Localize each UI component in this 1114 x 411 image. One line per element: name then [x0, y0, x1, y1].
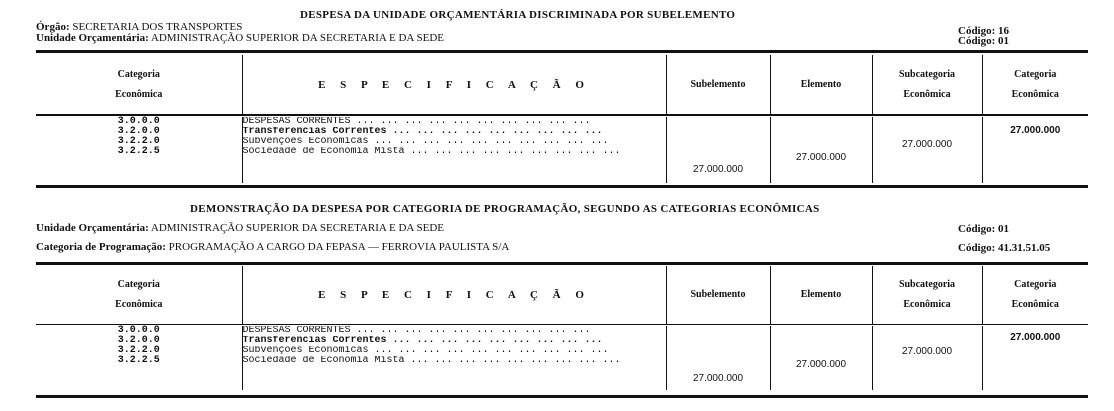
- th-cat-econ: [36, 55, 242, 115]
- doc2-title: DEMONSTRAÇÃO DA DESPESA POR CATEGORIA DE PROGRAMAÇÃO, SEGUNDO AS CATEGORIAS ECONÔMICAS: [190, 203, 820, 215]
- orgao-value: SECRETARIA DOS TRANSPORTES: [72, 21, 243, 33]
- th-cat-econ-l2: Econômica: [115, 88, 163, 100]
- code-item: 3.2.2.0: [117, 345, 160, 356]
- table2-bottom-rule: [36, 395, 1088, 398]
- code-item: 3.2.0.0: [117, 335, 160, 346]
- categoria-programacao-value: PROGRAMAÇÃO A CARGO DA FEPASA — FERROVIA PAULISTA S/A: [168, 241, 510, 253]
- th-cat-econ-l1: Categoria: [117, 278, 160, 290]
- spec-item: DESPESAS CORRENTES ... ... ... ... ... ... ... ... ... ...: [242, 326, 591, 336]
- table1-elemento-value: 27.000.000: [795, 151, 847, 163]
- code-item: 3.0.0.0: [117, 116, 160, 127]
- table2-categoria-cell: [982, 326, 1088, 390]
- unidade-label-1: Unidade Orçamentária:: [36, 32, 149, 44]
- table2-elemento-value: 27.000.000: [795, 358, 847, 370]
- spec-item: DESPESAS CORRENTES ... ... ... ... ... ... ... ... ... ...: [242, 117, 591, 127]
- table2-subcategoria-value: 27.000.000: [901, 346, 953, 357]
- table1-elemento-cell: [770, 117, 872, 183]
- th-subelemento: Subelemento: [666, 266, 770, 324]
- th-cat-econ-l2: Econômica: [115, 298, 163, 310]
- table1-subcategoria-value: 27.000.000: [901, 139, 953, 150]
- categoria-programacao-label: Categoria de Programação:: [36, 241, 166, 253]
- doc1-title: DESPESA DA UNIDADE ORÇAMENTÁRIA DISCRIMINADA POR SUBELEMENTO: [300, 9, 736, 21]
- codigo-unidade-2: Código: 01: [958, 223, 1010, 235]
- codigo-categoria: Código: 41.31.51.05: [958, 242, 1051, 254]
- th-subcat-l1: Subcategoria: [898, 68, 956, 80]
- code-item: 3.2.2.0: [117, 136, 160, 147]
- table1-codes: [36, 117, 242, 183]
- th-subelemento: Subelemento: [666, 55, 770, 115]
- th-subcat-l1: Subcategoria: [898, 278, 956, 290]
- code-item: 3.2.0.0: [117, 126, 160, 137]
- th-subcategoria: [872, 266, 982, 324]
- th-subcat-l2: Econômica: [903, 298, 951, 310]
- orgao-label: Órgão:: [36, 21, 70, 33]
- unidade-value-1: ADMINISTRAÇÃO SUPERIOR DA SECRETARIA E DA SEDE: [150, 32, 444, 44]
- codigo-unidade-1: Código: 01: [958, 35, 1010, 47]
- th-subcategoria: [872, 55, 982, 115]
- table2-specs: [242, 326, 666, 390]
- unidade-label-2: Unidade Orçamentária:: [36, 222, 149, 234]
- table1-subelemento-cell: [666, 117, 770, 183]
- th-especificacao: [242, 266, 666, 324]
- table1-specs: [242, 117, 666, 183]
- th-categoria-l1: Categoria: [1014, 68, 1057, 80]
- spec-item: Subvenções Econômicas ... ... ... ... ... ... ... ... ... ...: [242, 346, 609, 356]
- th-especificacao-label: E S P E C I F I C A Ç Ã O: [318, 288, 590, 301]
- table2-top-rule: [36, 262, 1088, 265]
- table1-bottom-rule: [36, 185, 1088, 188]
- table2-codes: [36, 326, 242, 390]
- th-elemento: Elemento: [770, 55, 872, 115]
- th-categoria: [982, 266, 1088, 324]
- spec-item: Subvenções Econômicas ... ... ... ... ... ... ... ... ... ...: [242, 137, 609, 147]
- code-item: 3.0.0.0: [117, 325, 160, 336]
- spec-item: Sociedade de Economia Mista ... ... ... ... ... ... ... ... ...: [242, 356, 621, 366]
- table2-subelemento-cell: [666, 326, 770, 390]
- table2-data-row: [36, 326, 1088, 390]
- th-cat-econ-l1: Categoria: [117, 68, 160, 80]
- code-item: 3.2.2.5: [117, 355, 160, 366]
- code-item: 3.2.2.5: [117, 146, 160, 157]
- table1: [36, 55, 1088, 183]
- th-cat-econ: [36, 266, 242, 324]
- table2-categoria-value: 27.000.000: [1010, 332, 1061, 343]
- table1-categoria-cell: [982, 117, 1088, 183]
- table2-elemento-cell: [770, 326, 872, 390]
- table1-top-rule: [36, 50, 1088, 53]
- unidade-line-1: [36, 32, 444, 44]
- table1-subcategoria-cell: [872, 117, 982, 183]
- table1-categoria-value: 27.000.000: [1010, 125, 1061, 136]
- categoria-programacao-line: [36, 241, 509, 253]
- th-categoria: [982, 55, 1088, 115]
- th-especificacao: [242, 55, 666, 115]
- table2-header-row: [36, 266, 1088, 324]
- codigo-orgao: Código: 16: [958, 25, 1010, 37]
- th-subcat-l2: Econômica: [903, 88, 951, 100]
- table1-header-row: [36, 55, 1088, 115]
- table1-data-row: [36, 117, 1088, 183]
- th-especificacao-label: E S P E C I F I C A Ç Ã O: [318, 78, 590, 91]
- unidade-value-2: ADMINISTRAÇÃO SUPERIOR DA SECRETARIA E DA SEDE: [150, 222, 444, 234]
- th-categoria-l2: Econômica: [1011, 298, 1059, 310]
- spec-item: Sociedade de Economia Mista ... ... ... ... ... ... ... ... ...: [242, 147, 621, 157]
- table2: [36, 266, 1088, 390]
- th-categoria-l1: Categoria: [1014, 278, 1057, 290]
- table1-subelemento-value: 27.000.000: [692, 164, 744, 175]
- th-categoria-l2: Econômica: [1011, 88, 1059, 100]
- th-elemento: Elemento: [770, 266, 872, 324]
- unidade-line-2: [36, 222, 444, 234]
- table2-subcategoria-cell: [872, 326, 982, 390]
- table2-subelemento-value: 27.000.000: [692, 373, 744, 384]
- spec-item: Transferências Correntes ... ... ... ... ... ... ... ... ...: [242, 336, 603, 346]
- spec-item: Transferências Correntes ... ... ... ... ... ... ... ... ...: [242, 127, 603, 137]
